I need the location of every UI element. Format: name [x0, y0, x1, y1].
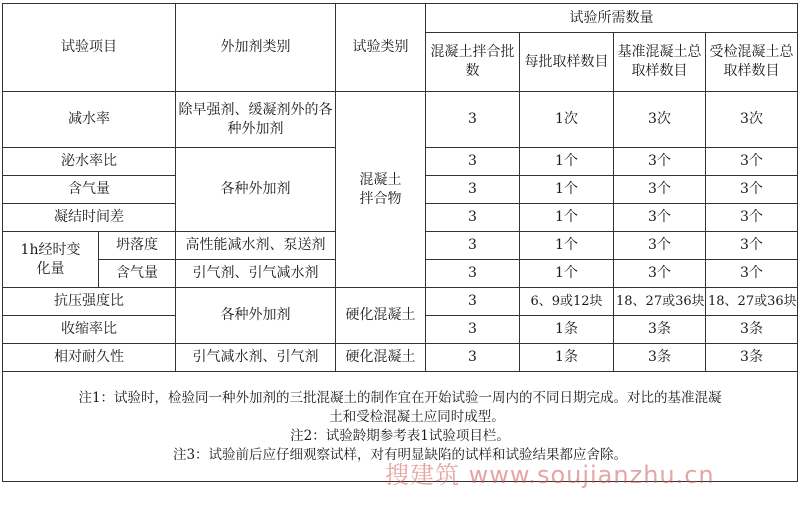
row-test-total: 3个 — [706, 260, 798, 288]
row-ref-total: 3个 — [614, 148, 706, 176]
header-admixture-type: 外加剂类别 — [176, 4, 336, 92]
row-admixture: 除早强剂、缓凝剂外的各种外加剂 — [176, 92, 336, 148]
row-test-total: 18、27或36块 — [706, 288, 798, 316]
note-2: 注2：试验龄期参考表1试验项目栏。 — [290, 427, 510, 444]
row-admixture: 各种外加剂 — [176, 148, 336, 232]
row-item: 收缩率比 — [3, 316, 176, 344]
row-group-label: 1h经时变化量 — [3, 232, 99, 288]
row-batches: 3 — [426, 344, 520, 372]
row-per-batch: 1个 — [520, 260, 614, 288]
header-test-category: 试验类别 — [336, 4, 426, 92]
row-sub-item: 含气量 — [99, 260, 176, 288]
row-admixture: 引气减水剂、引气剂 — [176, 344, 336, 372]
row-per-batch: 6、9或12块 — [520, 288, 614, 316]
watermark: 搜建筑 www.soujianzhu.cn — [385, 461, 715, 489]
row-admixture: 高性能减水剂、泵送剂 — [176, 232, 336, 260]
row-test-total: 3个 — [706, 232, 798, 260]
row-per-batch: 1次 — [520, 92, 614, 148]
row-batches: 3 — [426, 92, 520, 148]
table-row — [3, 92, 798, 148]
row-batches: 3 — [426, 204, 520, 232]
row-test-total: 3个 — [706, 148, 798, 176]
table-row — [3, 288, 798, 316]
row-category: 硬化混凝土 — [336, 288, 426, 344]
row-ref-total: 3条 — [614, 316, 706, 344]
row-item: 含气量 — [3, 176, 176, 204]
row-per-batch: 1个 — [520, 148, 614, 176]
row-test-total: 3个 — [706, 204, 798, 232]
row-test-total: 3条 — [706, 316, 798, 344]
note-3: 注3：试验前后应仔细观察试样，对有明显缺陷的试样和试验结果都应舍除。 — [172, 446, 628, 463]
row-admixture: 各种外加剂 — [176, 288, 336, 344]
row-item: 凝结时间差 — [3, 204, 176, 232]
row-per-batch: 1条 — [520, 344, 614, 372]
row-admixture: 引气剂、引气减水剂 — [176, 260, 336, 288]
row-item: 减水率 — [3, 92, 176, 148]
row-batches: 3 — [426, 316, 520, 344]
header-ref-total: 基准混凝土总取样数目 — [614, 33, 706, 92]
row-ref-total: 3个 — [614, 176, 706, 204]
note-1: 注1：试验时，检验同一种外加剂的三批混凝土的制作宜在开始试验一周内的不同日期完成。对比的基准混凝 — [78, 389, 722, 406]
header-test-item: 试验项目 — [3, 4, 176, 92]
row-batches: 3 — [426, 148, 520, 176]
row-ref-total: 3个 — [614, 204, 706, 232]
row-batches: 3 — [426, 260, 520, 288]
test-sample-table — [2, 3, 798, 482]
row-ref-total: 3个 — [614, 232, 706, 260]
row-ref-total: 3次 — [614, 92, 706, 148]
row-per-batch: 1个 — [520, 204, 614, 232]
row-category: 硬化混凝土 — [336, 344, 426, 372]
row-per-batch: 1个 — [520, 176, 614, 204]
row-ref-total: 3个 — [614, 260, 706, 288]
header-test-total: 受检混凝土总取样数目 — [706, 33, 798, 92]
row-per-batch: 1条 — [520, 316, 614, 344]
row-batches: 3 — [426, 288, 520, 316]
row-sub-item: 坍落度 — [99, 232, 176, 260]
header-batches: 混凝土拌合批数 — [426, 33, 520, 92]
row-item: 抗压强度比 — [3, 288, 176, 316]
note-1-continued: 土和受检混凝土应同时成型。 — [329, 408, 505, 425]
row-test-total: 3条 — [706, 344, 798, 372]
table-row — [3, 344, 798, 372]
row-item: 相对耐久性 — [3, 344, 176, 372]
row-per-batch: 1个 — [520, 232, 614, 260]
row-batches: 3 — [426, 232, 520, 260]
row-test-total: 3次 — [706, 92, 798, 148]
row-batches: 3 — [426, 176, 520, 204]
header-quantity-group: 试验所需数量 — [426, 4, 798, 33]
row-category: 混凝土拌合物 — [336, 92, 426, 288]
header-per-batch: 每批取样数目 — [520, 33, 614, 92]
row-ref-total: 3条 — [614, 344, 706, 372]
row-ref-total: 18、27或36块 — [614, 288, 706, 316]
row-test-total: 3个 — [706, 176, 798, 204]
row-item: 泌水率比 — [3, 148, 176, 176]
